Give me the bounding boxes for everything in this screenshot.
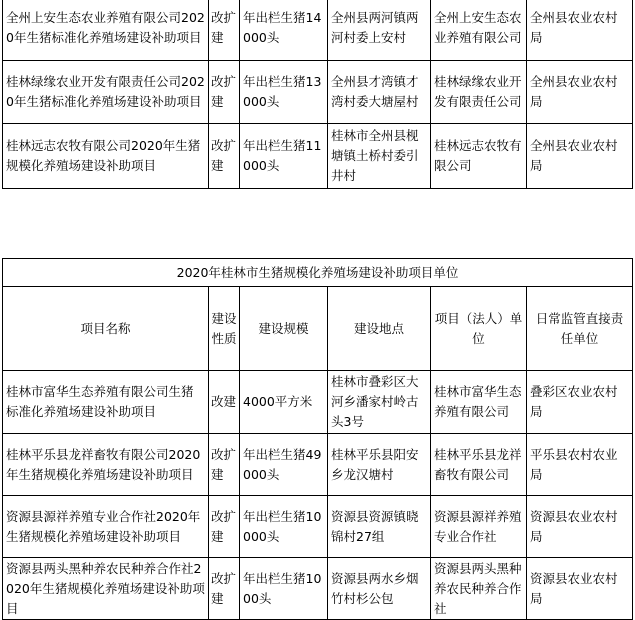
header-unit: 项目（法人）单位 <box>431 287 527 371</box>
supervisor-cell: 叠彩区农业农村局 <box>527 371 633 434</box>
location-cell: 资源县两水乡烟竹村杉公包 <box>328 558 431 620</box>
location-cell: 全州县才湾镇才湾村委大塘屋村 <box>328 61 431 124</box>
supervisor-cell: 全州县农业农村局 <box>527 61 633 124</box>
nature-cell: 改扩建 <box>209 496 240 558</box>
nature-cell: 改扩建 <box>209 61 240 124</box>
table-row <box>3 558 633 620</box>
nature-cell: 改建 <box>209 371 240 434</box>
header-scale: 建设规模 <box>240 287 328 371</box>
scale-cell: 年出栏生猪1000头 <box>240 558 328 620</box>
header-nature: 建设性质 <box>209 287 240 371</box>
scale-cell: 年出栏生猪11000头 <box>240 124 328 189</box>
scale-cell: 4000平方米 <box>240 371 328 434</box>
table-row <box>3 0 633 61</box>
project-name-cell: 桂林市富华生态养殖有限公司生猪标准化养殖场建设补助项目 <box>3 371 209 434</box>
table-row <box>3 61 633 124</box>
unit-cell: 全州上安生态农业养殖有限公司 <box>431 0 527 61</box>
scale-cell: 年出栏生猪49000头 <box>240 434 328 496</box>
supervisor-cell: 资源县农业农村局 <box>527 496 633 558</box>
nature-cell: 改扩建 <box>209 124 240 189</box>
table-row <box>3 124 633 189</box>
table-title: 2020年桂林市生猪规模化养殖场建设补助项目单位 <box>3 259 633 287</box>
unit-cell: 桂林市富华生态养殖有限公司 <box>431 371 527 434</box>
project-name-cell: 资源县两头黑种养农民种养合作社2020年生猪规模化养殖场建设补助项目 <box>3 558 209 620</box>
supervisor-cell: 全州县农业农村局 <box>527 0 633 61</box>
table-title-row <box>3 259 633 287</box>
supervisor-cell: 资源县农业农村局 <box>527 558 633 620</box>
project-name-cell: 资源县源祥养殖专业合作社2020年生猪规模化养殖场建设补助项目 <box>3 496 209 558</box>
project-name-cell: 全州上安生态农业养殖有限公司2020年生猪标准化养殖场建设补助项目 <box>3 0 209 61</box>
nature-cell: 改扩建 <box>209 434 240 496</box>
header-project-name: 项目名称 <box>3 287 209 371</box>
unit-cell: 资源县源祥养殖专业合作社 <box>431 496 527 558</box>
table-header-row <box>3 287 633 371</box>
location-cell: 桂林市叠彩区大河乡潘家村岭古头3号 <box>328 371 431 434</box>
unit-cell: 资源县两头黑种养农民种养合作社 <box>431 558 527 620</box>
nature-cell: 改扩建 <box>209 0 240 61</box>
projects-table-bottom <box>2 258 633 620</box>
supervisor-cell: 全州县农业农村局 <box>527 124 633 189</box>
scale-cell: 年出栏生猪13000头 <box>240 61 328 124</box>
unit-cell: 桂林远志农牧有限公司 <box>431 124 527 189</box>
table-row <box>3 434 633 496</box>
location-cell: 桂林市全州县枧塘镇土桥村委引井村 <box>328 124 431 189</box>
projects-table-top <box>2 0 633 189</box>
unit-cell: 桂林平乐县龙祥畜牧有限公司 <box>431 434 527 496</box>
location-cell: 资源县资源镇晓锦村27组 <box>328 496 431 558</box>
project-name-cell: 桂林远志农牧有限公司2020年生猪规模化养殖场建设补助项目 <box>3 124 209 189</box>
nature-cell: 改扩建 <box>209 558 240 620</box>
scale-cell: 年出栏生猪10000头 <box>240 496 328 558</box>
scale-cell: 年出栏生猪14000头 <box>240 0 328 61</box>
header-location: 建设地点 <box>328 287 431 371</box>
table-row <box>3 496 633 558</box>
unit-cell: 桂林绿缘农业开发有限责任公司 <box>431 61 527 124</box>
supervisor-cell: 平乐县农村农业局 <box>527 434 633 496</box>
header-supervisor: 日常监管直接责任单位 <box>527 287 633 371</box>
location-cell: 全州县两河镇两河村委上安村 <box>328 0 431 61</box>
table-row <box>3 371 633 434</box>
location-cell: 桂林平乐县阳安乡龙汉塘村 <box>328 434 431 496</box>
project-name-cell: 桂林平乐县龙祥畜牧有限公司2020年生猪规模化养殖场建设补助项目 <box>3 434 209 496</box>
project-name-cell: 桂林绿缘农业开发有限责任公司2020年生猪标准化养殖场建设补助项目 <box>3 61 209 124</box>
